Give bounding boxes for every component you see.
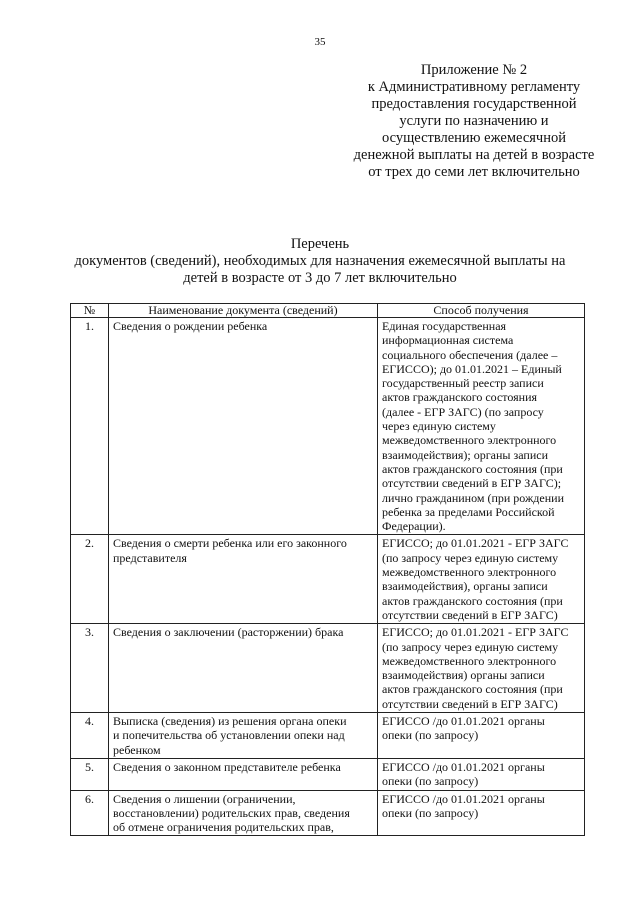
method-line: отсутствии сведений в ЕГР ЗАГС); xyxy=(382,476,562,491)
method-line: ЕГИССО /до 01.01.2021 органы xyxy=(382,714,545,729)
document-name-line: об отмене ограничения родительских прав, xyxy=(113,820,334,835)
method-line: отсутствии сведений в ЕГР ЗАГС) xyxy=(382,696,558,711)
table-row xyxy=(71,624,585,713)
method-line: межведомственного электронного xyxy=(382,433,557,448)
row-number: 4. xyxy=(71,713,109,759)
appendix-line: денежной выплаты на детей в возрасте xyxy=(353,147,595,163)
method-line: лично гражданином (при рождении xyxy=(382,490,564,505)
method-line: государственный реестр записи xyxy=(382,376,544,391)
document-name-line: ребенком xyxy=(113,742,161,757)
method-line: опеки (по запросу) xyxy=(382,774,479,789)
method-line: ЕГИССО; до 01.01.2021 - ЕГР ЗАГС xyxy=(382,625,569,640)
method-line: взаимодействия) органы записи xyxy=(382,668,545,683)
title-heading: Перечень xyxy=(290,236,350,252)
document-name-cell xyxy=(109,624,378,713)
method-line: социального обеспечения (далее – xyxy=(382,347,558,362)
appendix-line: услуги по назначению и xyxy=(399,113,549,129)
method-line: (по запросу через единую систему xyxy=(382,639,559,654)
document-name-cell xyxy=(109,790,378,836)
table-header-row xyxy=(71,304,585,318)
appendix-line: осуществлению ежемесячной xyxy=(382,130,566,146)
method-line: актов гражданского состояния (при xyxy=(382,682,563,697)
method-line: ЕГИССО; до 01.01.2021 - ЕГР ЗАГС xyxy=(382,536,569,551)
method-line: отсутствии сведений в ЕГР ЗАГС) xyxy=(382,607,558,622)
table-row xyxy=(71,713,585,759)
document-name-line: Сведения о смерти ребенка или его законного xyxy=(113,536,347,551)
documents-table xyxy=(70,303,585,836)
appendix-line: предоставления государственной xyxy=(371,96,577,112)
column-header-document-name: Наименование документа (сведений) xyxy=(109,304,378,318)
row-number: 1. xyxy=(71,318,109,535)
method-line: актов гражданского состояния (при xyxy=(382,461,563,476)
appendix-line: Приложение № 2 xyxy=(420,62,528,78)
method-line: Единая государственная xyxy=(382,319,507,333)
document-name-cell xyxy=(109,535,378,624)
document-name-line: представителя xyxy=(113,550,187,565)
method-cell xyxy=(378,713,585,759)
document-name-line: Выписка (сведения) из решения органа опеки xyxy=(113,714,347,729)
row-number: 3. xyxy=(71,624,109,713)
method-line: опеки (по запросу) xyxy=(382,805,479,820)
method-line: межведомственного электронного xyxy=(382,565,557,580)
method-line: информационная система xyxy=(382,333,514,348)
method-line: актов гражданского состояния xyxy=(382,390,538,405)
method-cell xyxy=(378,758,585,790)
method-line: (далее - ЕГР ЗАГС) (по запросу xyxy=(382,404,544,419)
document-name-line: Сведения о рождении ребенка xyxy=(113,319,268,333)
method-line: взаимодействия), органы записи xyxy=(382,579,548,594)
table-row xyxy=(71,318,585,535)
column-header-method: Способ получения xyxy=(378,304,585,318)
method-line: ребенка за пределами Российской xyxy=(382,504,555,519)
method-line: ЕГИССО /до 01.01.2021 органы xyxy=(382,759,545,774)
method-cell xyxy=(378,318,585,535)
table-row xyxy=(71,790,585,836)
document-name-line: Сведения о заключении (расторжении) брака xyxy=(113,625,344,640)
table-row xyxy=(71,535,585,624)
method-line: взаимодействия); органы записи xyxy=(382,447,548,462)
table-row xyxy=(71,758,585,790)
page-number: 35 xyxy=(314,36,326,48)
method-line: ЕГИССО); до 01.01.2021 – Единый xyxy=(382,361,562,376)
row-number: 2. xyxy=(71,535,109,624)
title-line: документов (сведений), необходимых для назначения ежемесячной выплаты на xyxy=(74,253,566,269)
method-cell xyxy=(378,790,585,836)
row-number: 6. xyxy=(71,790,109,836)
column-header-number: № xyxy=(71,304,109,318)
appendix-line: к Административному регламенту xyxy=(367,79,581,95)
document-name-cell xyxy=(109,713,378,759)
document-name-line: и попечительства об установлении опеки над xyxy=(113,728,345,743)
method-line: опеки (по запросу) xyxy=(382,728,479,743)
document-name-cell xyxy=(109,318,378,535)
method-line: (по запросу через единую систему xyxy=(382,550,559,565)
title-line: детей в возрасте от 3 до 7 лет включительно xyxy=(183,270,457,286)
document-name-line: восстановлении) родительских прав, сведения xyxy=(113,805,350,820)
row-number: 5. xyxy=(71,758,109,790)
appendix-line: от трех до семи лет включительно xyxy=(368,164,580,180)
method-cell xyxy=(378,624,585,713)
method-line: ЕГИССО /до 01.01.2021 органы xyxy=(382,791,545,806)
method-line: Федерации). xyxy=(382,519,446,534)
method-line: межведомственного электронного xyxy=(382,653,557,668)
document-name-line: Сведения о лишении (ограничении, xyxy=(113,791,296,806)
method-line: актов гражданского состояния (при xyxy=(382,593,563,608)
document-name-cell xyxy=(109,758,378,790)
document-name-line: Сведения о законном представителе ребенка xyxy=(113,759,341,774)
method-cell xyxy=(378,535,585,624)
method-line: через единую систему xyxy=(382,419,496,434)
